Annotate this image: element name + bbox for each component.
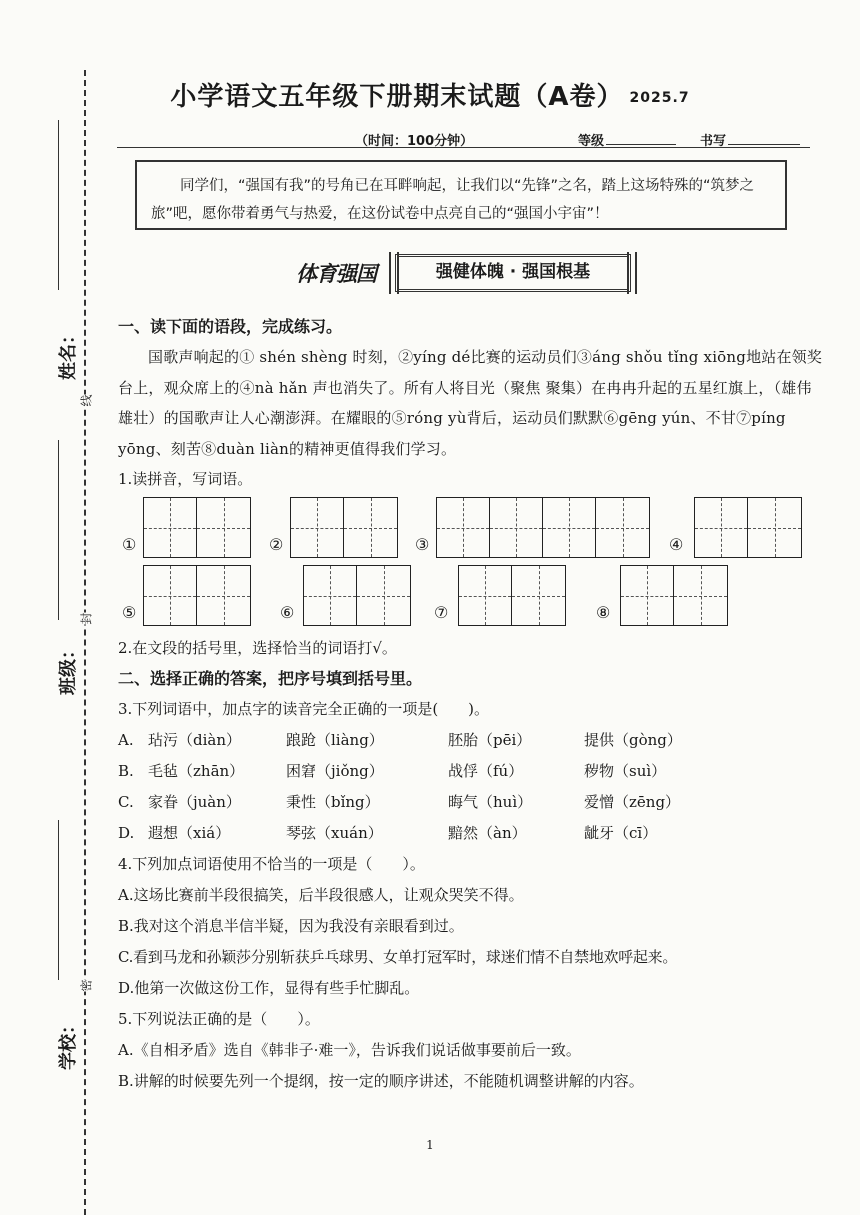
option-word: 战俘（fú） [448, 762, 524, 780]
class-label: 班级： [58, 641, 79, 695]
class-blank-line [58, 440, 59, 620]
answer-grid-4[interactable] [694, 497, 802, 558]
option-word: 家眷（juàn） [148, 793, 241, 811]
name-label: 姓名： [58, 326, 79, 380]
intro-box [135, 160, 787, 230]
pinyin-grid-row-1 [118, 495, 828, 563]
writing-label: 书写 [700, 134, 727, 149]
option-word: 踉跄（liàng） [286, 731, 384, 749]
question-2: 2.在文段的括号里，选择恰当的词语打√。 [118, 639, 397, 657]
header-rule [117, 147, 810, 148]
page-number: 1 [426, 1138, 434, 1152]
option-letter: B. [118, 762, 134, 780]
school-label: 学校： [58, 1016, 79, 1070]
grid-number-1: ① [122, 535, 137, 554]
option-word: 秉性（bǐng） [286, 793, 380, 811]
question-1: 1.读拼音，写词语。 [118, 470, 253, 488]
option-word: 爱憎（zēng） [584, 793, 681, 811]
time-label: （时间：100分钟） [355, 134, 474, 149]
grid-number-5: ⑤ [122, 603, 137, 622]
option-word: 毛毡（zhān） [148, 762, 245, 780]
grid-number-6: ⑥ [280, 603, 295, 622]
q4-option-a: A.这场比赛前半段很搞笑，后半段很感人，让观众哭笑不得。 [118, 886, 524, 904]
question-5: 5.下列说法正确的是（ ）。 [118, 1010, 320, 1028]
option-word: 胚胎（pēi） [448, 731, 532, 749]
answer-grid-5[interactable] [143, 565, 251, 626]
q5-option-a: A.《自相矛盾》选自《韩非子·难一》，告诉我们说话做事要前后一致。 [118, 1041, 581, 1059]
q4-option-d: D.他第一次做这份工作，显得有些手忙脚乱。 [118, 979, 420, 997]
option-word: 琴弦（xuán） [286, 824, 383, 842]
seal-word-xian: 线 [76, 394, 97, 406]
question-4: 4.下列加点词语使用不恰当的一项是（ ）。 [118, 855, 425, 873]
answer-grid-8[interactable] [620, 565, 728, 626]
option-word: 晦气（huì） [448, 793, 533, 811]
grid-number-8: ⑧ [596, 603, 611, 622]
grid-number-4: ④ [669, 535, 684, 554]
q4-option-b: B.我对这个消息半信半疑，因为我没有亲眼看到过。 [118, 917, 464, 935]
q3-option-b [118, 756, 828, 787]
option-word: 黯然（àn） [448, 824, 527, 842]
seal-word-feng: 封 [76, 612, 97, 624]
option-letter: A. [118, 731, 134, 749]
pinyin-grid-row-2 [118, 563, 828, 633]
binding-dashed-line [84, 70, 86, 1215]
option-word: 秽物（suì） [584, 762, 667, 780]
part1-passage: 国歌声响起的① shén shèng 时刻，②yíng dé比赛的运动员们③áng shǒu tǐng xiōng地站在领奖台上，观众席上的④nà hǎn 声也消失了。所有人将目光（聚焦 聚集）在冉冉升起的五星红旗上，（雄伟 雄壮）的国歌声让人心潮澎湃。在耀眼的⑤róng yù背后，运动员们默默⑥gēng yún、不甘⑦píng yōng、刻苦⑧duàn liàn的精神更值得我们学习。 [118, 348, 823, 458]
grid-number-2: ② [269, 535, 284, 554]
option-letter: C. [118, 793, 134, 811]
q3-option-c [118, 787, 828, 818]
school-blank-line [58, 820, 59, 980]
option-word: 提供（gòng） [584, 731, 682, 749]
option-letter: D. [118, 824, 135, 842]
writing-blank[interactable] [728, 144, 800, 145]
section-logo: 体育强国 [296, 261, 376, 286]
answer-grid-6[interactable] [303, 565, 411, 626]
grade-label: 等级 [578, 134, 605, 149]
q3-option-d [118, 818, 828, 849]
grid-number-7: ⑦ [434, 603, 449, 622]
q3-option-a [118, 725, 828, 756]
answer-grid-3[interactable] [436, 497, 650, 558]
section-banner: 强健体魄 · 强国根基 [395, 254, 631, 292]
seal-word-mi: 密 [76, 979, 97, 991]
answer-grid-1[interactable] [143, 497, 251, 558]
q4-option-c: C.看到马龙和孙颖莎分别斩获乒乓球男、女单打冠军时，球迷们情不自禁地欢呼起来。 [118, 948, 678, 966]
answer-grid-2[interactable] [290, 497, 398, 558]
q5-option-b: B.讲解的时候要先列一个提纲，按一定的顺序讲述，不能随机调整讲解的内容。 [118, 1072, 644, 1090]
part2-heading: 二、选择正确的答案，把序号填到括号里。 [118, 669, 423, 688]
exam-content [118, 312, 828, 1097]
intro-text: 同学们，“强国有我”的号角已在耳畔响起，让我们以“先锋”之名，踏上这场特殊的“筑梦之旅”吧，愿你带着勇气与热爱，在这份试卷中点亮自己的“强国小宇宙”！ [151, 178, 755, 222]
question-3: 3.下列词语中，加点字的读音完全正确的一项是( )。 [118, 700, 490, 718]
part1-heading: 一、读下面的语段，完成练习。 [118, 317, 343, 336]
option-word: 玷污（diàn） [148, 731, 242, 749]
answer-grid-7[interactable] [458, 565, 566, 626]
name-blank-line [58, 120, 59, 290]
exam-title [0, 76, 860, 113]
grid-number-3: ③ [415, 535, 430, 554]
option-word: 龇牙（cī） [584, 824, 658, 842]
exam-date: 2025.7 [629, 89, 690, 106]
option-word: 困窘（jiǒng） [286, 762, 384, 780]
grade-blank[interactable] [606, 144, 676, 145]
option-word: 遐想（xiá） [148, 824, 231, 842]
exam-title-text: 小学语文五年级下册期末试题（A卷） [170, 82, 624, 112]
